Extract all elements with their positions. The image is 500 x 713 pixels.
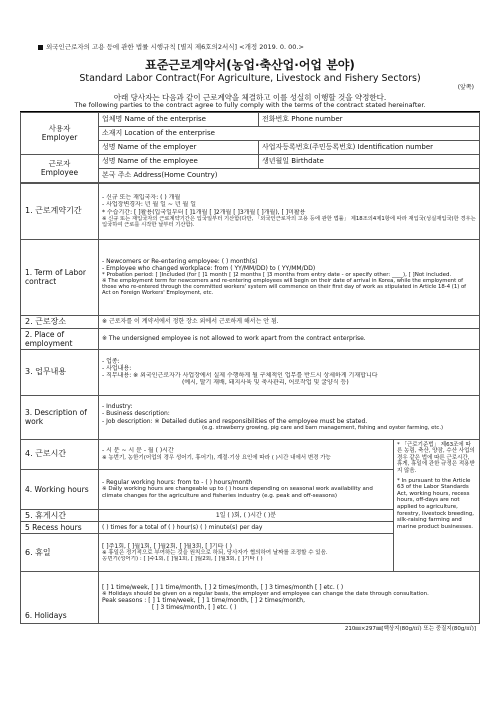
place-en-label: 2. Place of employment: [21, 328, 99, 349]
employer-location-field[interactable]: 소재지 Location of the enterprise: [99, 126, 480, 140]
title-korean: 표준근로계약서(농업·축산업·어업 분야): [145, 58, 355, 72]
black-square-icon: [38, 45, 43, 50]
work-ko-label: 3. 업무내용: [21, 349, 99, 395]
hours-ko-label: 4. 근로시간: [21, 439, 99, 469]
regulation-line: [38, 44, 304, 52]
holiday-en-label: 6. Holidays: [21, 572, 99, 624]
employee-birth-field[interactable]: 생년월일 Birthdate: [259, 154, 480, 168]
period-ko-content: - 신규 또는 재입국자: ( ) 개월 - 사업장변경자: 년 월 일 ~ 년 월 일 * 수습기간: [ ]활용(입국일부터 [ ]1개월 [ ]2개월 [ ]3개월 [ ]개월), [ ]미활용 ※ 신규 또는 재입국자의 근로계약기간은 입국일부터 기산함(다만, 「외국인근로자의 고용 등에 관한 법률」 제18조의4제1항에 따라 재입국(성실재입국)한 경우는 입국하여 근로를 시작한 날부터 기산함).: [99, 183, 480, 239]
title-english: Standard Labor Contract(For Agriculture, Livestock and Fishery Sectors): [79, 73, 421, 85]
employee-name-field[interactable]: 성명 Name of the employee: [99, 154, 259, 168]
holiday-ko-content: [ ]주1회, [ ]월1회, [ ]월2회, [ ]월3회, [ ]기타 ( ) ※ 휴일은 정기적으로 부여하는 것을 원칙으로 하되, 당사자가 협의하여 날짜를 조정할 수 있음. 농번기(성어기) : [ ]주1회, [ ]월1회, [ ]월2회, [ ]월3회, [ ]기타 ( ): [99, 534, 394, 572]
work-en-label: 3. Description of work: [21, 395, 99, 439]
employer-name-field[interactable]: 업체명 Name of the enterprise: [99, 112, 259, 126]
recess-ko-content: 1일 ( )회, ( )시간 ( )분: [99, 509, 394, 522]
employee-address-field[interactable]: 본국 주소 Address(Home Country): [99, 168, 480, 182]
intro-english: The following parties to the contract agree to fully comply with the terms of the contract stated hereinafter.: [20, 102, 480, 112]
recess-ko-label: 5. 휴게시간: [21, 509, 99, 522]
parties-table: [20, 112, 480, 183]
side-note-english: * In pursuant to the Article 63 of the Labor Standards Act, working hours, recess hours, off-days are not applied to agriculture, forestry, livestock breeding, silk-raising farming and marine product businesses.: [397, 477, 475, 530]
hours-en-content: - Regular working hours: from to - ( ) hours/month ※ Daily working hours are changeable up to ( ) hours depending on seasonal work availability and climate changes for the agriculture and fisheries industry (e.g. peak and off-seasons): [99, 469, 394, 509]
period-en-label: 1. Term of Labor contract: [21, 239, 99, 315]
employee-label: 근로자 Employee: [21, 154, 99, 182]
side-note-cell: [394, 439, 480, 572]
employer-label: 사용자 Employer: [21, 112, 99, 154]
period-en-content: - Newcomers or Re-entering employee: ( ) month(s) - Employee who changed workplace: from ( YY/MM/DD) to ( YY/MM/DD) * Probation period: [ ]Included (for [ ]1 month [ ]2 months [ ]3 months from entry date - or specify other: ____), [ ]Not included. ※ The employment term for newcomers and re-entering employees will begin on their date of arrival in Korea, while the employment of those who re-entered through the committed workers' system will commence on their first day of work as stipulated in Article 18-4 (1) of Act on Foreign Workers' Employment, etc.: [99, 239, 480, 315]
page-side-tag: (앞쪽): [457, 84, 474, 91]
employer-phone-field[interactable]: 전화번호 Phone number: [259, 112, 480, 126]
place-ko-label: 2. 근로장소: [21, 315, 99, 328]
holiday-en-content: [ ] 1 time/week, [ ] 1 time/month, [ ] 2 times/month, [ ] 3 times/month [ ] etc. ( ) ※ Holidays should be given on a regular basis, the employer and employee can change the date through consultation. Peak seasons : [ ] 1 time/week, [ ] 1 time/month, [ ] 2 times/month, [ ] 3 times/month, [ ] etc. ( ): [99, 572, 480, 624]
period-ko-label: 1. 근로계약기간: [21, 183, 99, 239]
recess-en-label: 5 Recess hours: [21, 522, 99, 534]
hours-en-label: 4. Working hours: [21, 469, 99, 509]
intro-korean: 아래 당사자는 다음과 같이 근로계약을 체결하고 이를 성실히 이행할 것을 약정한다.: [113, 92, 387, 102]
terms-table: [20, 183, 480, 625]
work-ko-content: - 업종: - 사업내용: - 직무내용: ※ 외국인근로자가 사업장에서 실제 수행하게 될 구체적인 업무를 반드시 상세하게 기재합니다 (예시, 딸기 재배, 돼지사육 및 축사관리, 어로작업 및 굴양식 등): [99, 349, 480, 395]
employer-person-field[interactable]: 성명 Name of the employer: [99, 140, 259, 154]
employer-id-field[interactable]: 사업자등록번호(주민등록번호) Identification number: [259, 140, 480, 154]
paper-spec-footer: 210㎜×297㎜[백상지(80g/㎡) 또는 중질지(80g/㎡)]: [344, 626, 476, 633]
side-note-korean: * 「근로기준법」 제63조에 따른 농림, 축산, 양잠, 수산 사업의 경우 같은 법에 따른 근로시간, 휴게, 휴일에 관한 규정은 적용받지 않음.: [397, 441, 475, 474]
hours-ko-content: - 시 분 ~ 시 분 - 월 ( )시간 ※ 농번기, 농한기(어업의 경우 성어기, 휴어기), 계절·기상 요인에 따라 ( )시간 내에서 변경 가능: [99, 439, 394, 469]
recess-en-content: ( ) times for a total of ( ) hour(s) ( ) minute(s) per day: [99, 522, 394, 534]
place-en-content: ※ The undersigned employee is not allowed to work apart from the contract enterprise.: [99, 328, 480, 349]
work-en-content: - Industry: - Business description: - Job description: ※ Detailed duties and responsibilities of the employee must be stated. (e.g. strawberry growing, pig care and barn management, fishing and oyster farming, etc.): [99, 395, 480, 439]
regulation-text: 외국인근로자의 고용 등에 관한 법률 시행규칙 [별지 제6호의2서식] <개정 2019. 0. 00.>: [46, 43, 304, 51]
holiday-ko-label: 6. 휴일: [21, 534, 99, 572]
place-ko-content: ※ 근로자를 이 계약서에서 정한 장소 외에서 근로하게 해서는 안 됨.: [99, 315, 480, 328]
